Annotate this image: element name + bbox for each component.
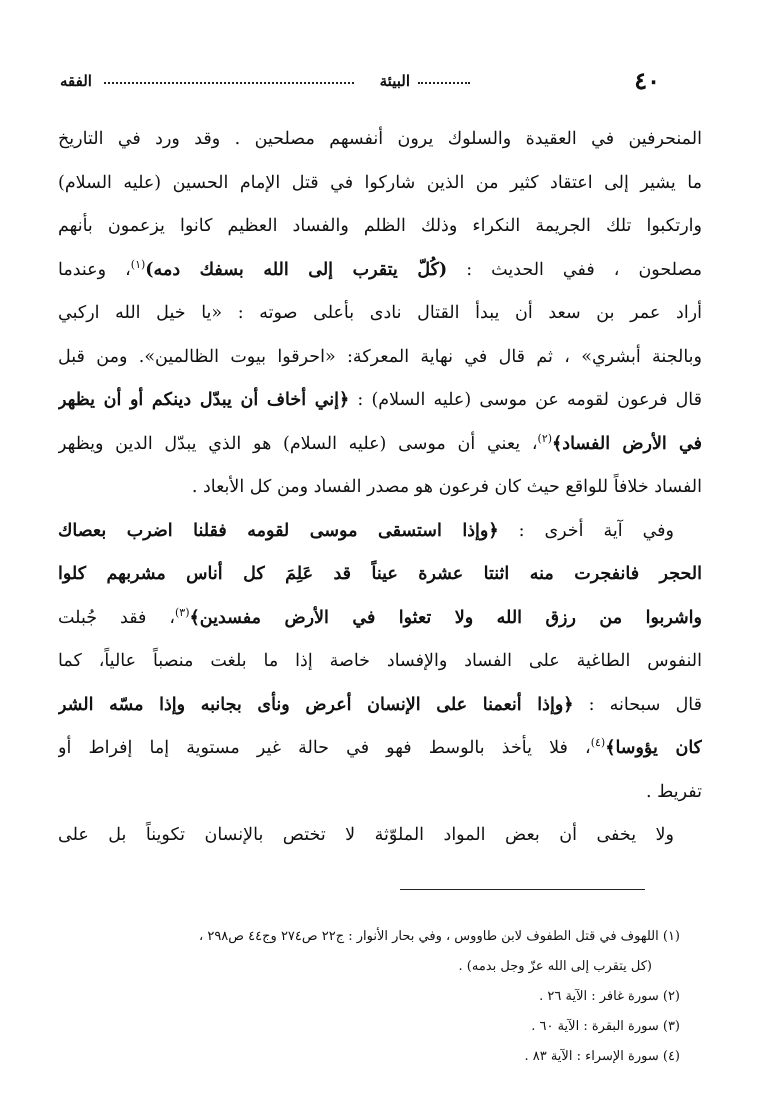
text-line: الحجر فانفجرت منه اثنتا عشرة عيناً قد عَلِمَ كل أناس مشربهم كلوا bbox=[58, 564, 702, 584]
book-title: الفقه bbox=[60, 72, 92, 90]
footnote: (١) اللهوف في قتل الطفوف لابن طاووس ، وفي بحار الأنوار : ج٢٢ ص٢٧٤ وج٤٤ ص٢٩٨ ، bbox=[199, 929, 680, 944]
footnote: (٢) سورة غافر : الآية ٢٦ . bbox=[539, 989, 680, 1004]
text-line bbox=[58, 684, 702, 728]
footnote-ref: (٤) bbox=[590, 736, 606, 750]
line-part: ، فلا يأخذ بالوسط فهو في حالة غير مستوية إما إفراط أو bbox=[58, 738, 591, 758]
text-line bbox=[58, 379, 702, 423]
text-line bbox=[58, 597, 702, 641]
quran-quote: ﴿وإذا استسقى موسى لقومه فقلنا اضرب بعصاك bbox=[58, 520, 499, 541]
text-line: وارتكبوا تلك الجريمة النكراء وذلك الظلم والفساد العظيم كانوا يزعمون بأنهم bbox=[58, 216, 702, 236]
footnote-ref: (٢) bbox=[537, 431, 553, 445]
quran-quote: ﴿وإذا أنعمنا على الإنسان أعرض ونأى بجانبه وإذا مسّه الشر bbox=[58, 694, 574, 715]
header-dots bbox=[418, 82, 470, 84]
text-line: المنحرفين في العقيدة والسلوك يرون أنفسهم مصلحين . وقد ورد في التاريخ bbox=[58, 129, 702, 149]
footnotes bbox=[60, 922, 680, 1072]
text-line: أراد عمر بن سعد أن يبدأ القتال نادى بأعلى صوته : «يا خيل الله اركبي bbox=[58, 303, 702, 323]
header-dots bbox=[104, 82, 354, 84]
text-line: تفريط . bbox=[646, 781, 702, 802]
body-text bbox=[58, 118, 702, 858]
line-part: قال فرعون لقومه عن موسى (عليه السلام) : bbox=[349, 390, 702, 410]
text-line bbox=[58, 249, 702, 293]
footnote-ref: (١) bbox=[130, 257, 146, 271]
line-part: وفي آية أخرى : bbox=[498, 520, 674, 541]
text-line: النفوس الطاغية على الفساد والإفساد خاصة إذا ما بلغت منصباً عالياً، كما bbox=[58, 651, 702, 671]
hadith-quote: (كُلّ يتقرب إلى الله بسفك دمه) bbox=[145, 259, 448, 280]
footnote-divider bbox=[400, 889, 645, 890]
line-part: مصلحون ، ففي الحديث : bbox=[447, 259, 702, 280]
quran-quote: في الأرض الفساد﴾ bbox=[552, 433, 702, 454]
quran-quote: واشربوا من رزق الله ولا تعثوا في الأرض مفسدين﴾ bbox=[189, 607, 702, 628]
text-line: الفساد خلافاً للواقع حيث كان فرعون هو مصدر الفساد ومن كل الأبعاد . bbox=[191, 477, 702, 497]
footnote: (٣) سورة البقرة : الآية ٦٠ . bbox=[531, 1019, 680, 1034]
text-line bbox=[58, 727, 702, 771]
text-line: وبالجنة أبشري» ، ثم قال في نهاية المعركة: «احرقوا بيوت الظالمين». ومن قبل bbox=[58, 346, 702, 367]
line-part: ، يعني أن موسى (عليه السلام) هو الذي يبدّل الدين ويظهر bbox=[58, 433, 538, 454]
quran-quote: ﴿إني أخاف أن يبدّل دينكم أو أن يظهر bbox=[58, 390, 350, 410]
quran-quote: كان يؤوسا﴾ bbox=[605, 738, 702, 758]
footnote: (كل يتقرب إلى الله عزّ وجل بدمه) . bbox=[458, 959, 652, 974]
line-part: قال سبحانه : bbox=[573, 694, 702, 715]
text-line: ما يشير إلى اعتقاد كثير من الذين شاركوا في قتل الإمام الحسين (عليه السلام) bbox=[58, 172, 702, 193]
text-line: ولا يخفى أن بعض المواد الملوّثة لا تختص بالإنسان تكويناً بل على bbox=[58, 825, 674, 845]
line-part: ، وعندما bbox=[58, 259, 131, 280]
line-part: ، فقد جُبلت bbox=[58, 607, 175, 628]
footnote-ref: (٣) bbox=[175, 605, 190, 619]
section-title: البيئة bbox=[379, 72, 410, 90]
footnote: (٤) سورة الإسراء : الآية ٨٣ . bbox=[524, 1049, 680, 1064]
text-line bbox=[58, 510, 702, 554]
page-header bbox=[60, 66, 660, 106]
text-line bbox=[58, 423, 702, 467]
page-number: ٤٠ bbox=[634, 66, 660, 95]
